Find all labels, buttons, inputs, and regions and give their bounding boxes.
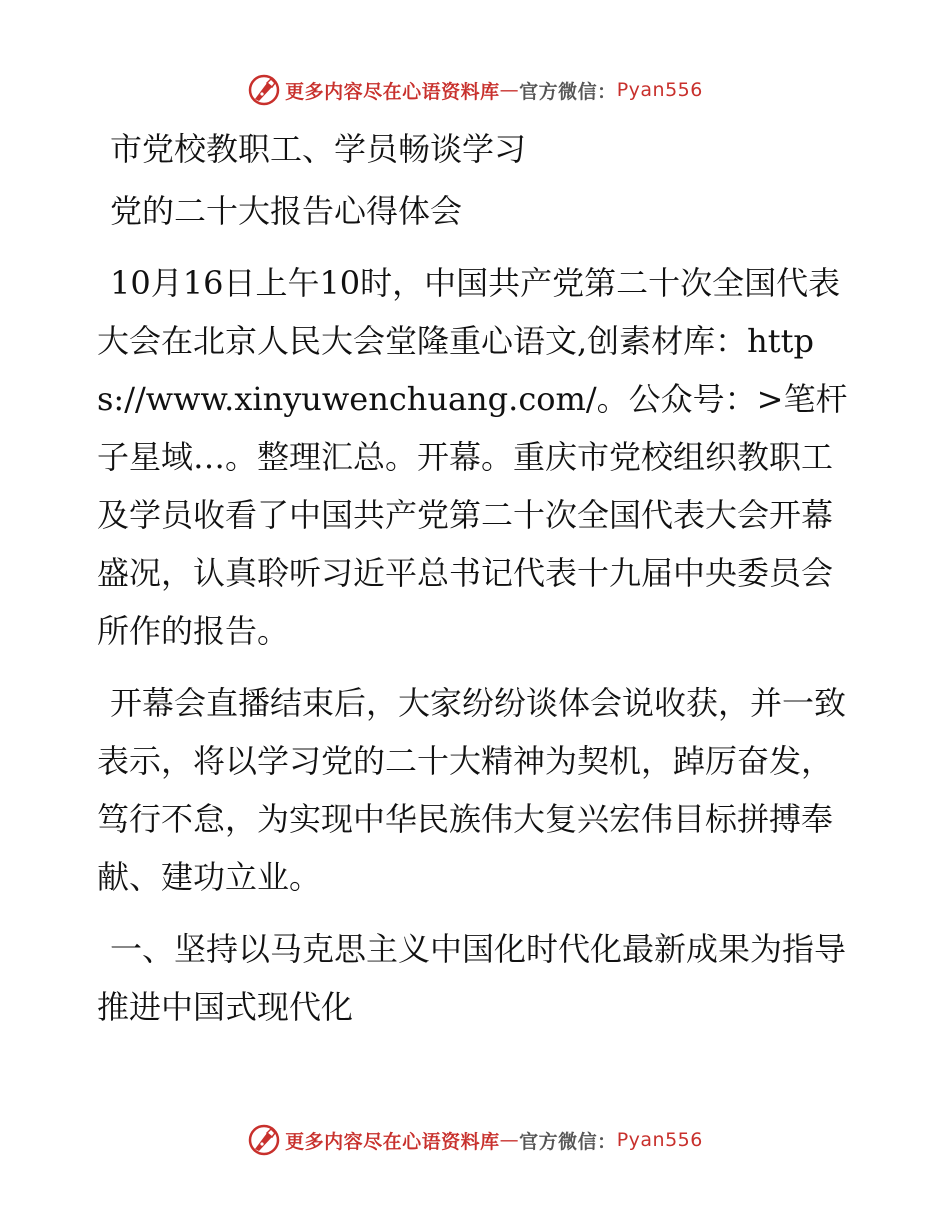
banner-official-label: 官方微信： (519, 1130, 617, 1153)
document-title-line-1: 市党校教职工、学员畅谈学习 (110, 130, 527, 168)
banner-brand-text: 更多内容尽在心语资料库 (285, 80, 500, 103)
banner-wechat-id: Pyan556 (616, 79, 703, 101)
section-heading-1: 一、坚持以马克思主义中国化时代化最新成果为指导推进中国式现代化 (97, 930, 847, 1026)
paragraph-2: 开幕会直播结束后，大家纷纷谈体会说收获，并一致表示，将以学习党的二十大精神为契机，踔厉奋发，笃行不怠，为实现中华民族伟大复兴宏伟目标拼搏奉献、建功立业。 (97, 684, 847, 896)
pen-nib-logo-icon (247, 1123, 281, 1157)
document-title-line-2: 党的二十大报告心得体会 (110, 192, 463, 230)
header-watermark-banner (0, 70, 950, 110)
banner-official-label: 官方微信： (519, 80, 617, 103)
banner-wechat-id: Pyan556 (616, 1129, 703, 1151)
banner-separator: — (499, 79, 520, 101)
banner-separator: — (499, 1129, 520, 1151)
document-body (97, 120, 857, 1036)
paragraph-1: 10月16日上午10时，中国共产党第二十次全国代表大会在北京人民大会堂隆重心语文,创素材库：https://www.xinyuwenchuang.com/。公众号：>笔杆子星域…。整理汇总。开幕。重庆市党校组织教职工及学员收看了中国共产党第二十次全国代表大会开幕盛况，认真聆听习近平总书记代表十九届中央委员会所作的报告。 (97, 264, 848, 650)
footer-watermark-banner (0, 1120, 950, 1160)
pen-nib-logo-icon (247, 73, 281, 107)
banner-brand-text: 更多内容尽在心语资料库 (285, 1130, 500, 1153)
